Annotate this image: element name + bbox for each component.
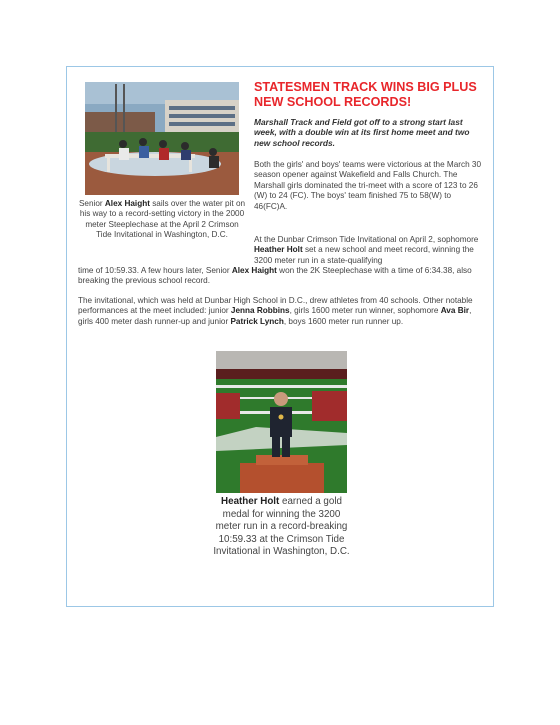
p2-end: won the 2K Steeplechase with a time of 6:34.38, also breaking the previous school record. [78, 266, 472, 286]
p2-name-holt: Heather Holt [254, 245, 303, 255]
photo1-caption-name: Alex Haight [104, 199, 150, 208]
p2-cont: time of 10:59.33. A few hours later, Senior [78, 266, 232, 275]
paragraph-2-top [254, 235, 482, 266]
photo1-caption-pre: Senior [78, 199, 105, 208]
p2-intro: At the Dunbar Crimson Tide Invitational on April 2, sophomore [254, 235, 479, 244]
p3-d: , boys 1600 meter run runner up. [283, 316, 404, 326]
p3-name-robbins: Jenna Robbins [230, 306, 290, 316]
photo2-caption-post: earned a gold medal for winning the 3200 meter run in a record-breaking 10:59.33 at the Crimson Tide Invitational in Washington, D.C. [213, 496, 350, 558]
p3-a: The invitational, which was held at Dunbar High School in D.C., drew athletes from 40 schools. Other notable performances at the meet included: junior [78, 296, 473, 316]
photo1-caption [78, 199, 246, 241]
p3-b: , girls 1600 meter run winner, sophomore [289, 306, 441, 316]
article-lede: Marshall Track and Field got off to a strong start last week, with a double win at its first home meet and two new school records. [254, 117, 470, 148]
steeplechase-photo [85, 82, 239, 195]
photo1-caption-post: sails over the water pit on his way to a record-setting victory in the 2000 meter Steeplechase at the April 2 Crimson Tide Invitational in Washington, D.C. [79, 199, 246, 240]
podium-photo [216, 351, 347, 493]
p2-name-haight: Alex Haight [231, 266, 277, 275]
p3-name-bir: Ava Bir [440, 306, 470, 316]
paragraph-3 [78, 296, 482, 327]
photo2-caption-name: Heather Holt [221, 496, 280, 507]
steeplechase-photo-art [85, 82, 239, 195]
p3-name-lynch: Patrick Lynch [230, 316, 284, 326]
p3-c: , girls 400 meter dash runner-up and junior [78, 306, 472, 326]
podium-photo-art [216, 351, 347, 493]
article-title: STATESMEN TRACK WINS BIG PLUS NEW SCHOOL RECORDS! [254, 80, 477, 109]
paragraph-2-bottom [78, 266, 482, 287]
paragraph-1: Both the girls' and boys' teams were victorious at the March 30 season opener against Wakefield and Falls Church. The Marshall girls dominated the tri-meet with a score of 123 to 26 (W) to 24 (FC). The boys' team finished 75 to 58(W) to 46(FC)A. [254, 160, 482, 211]
photo2-caption [211, 496, 352, 559]
p2-mid: set a new school and meet record, winning the 3200 meter run in a state-qualifying [254, 245, 474, 265]
